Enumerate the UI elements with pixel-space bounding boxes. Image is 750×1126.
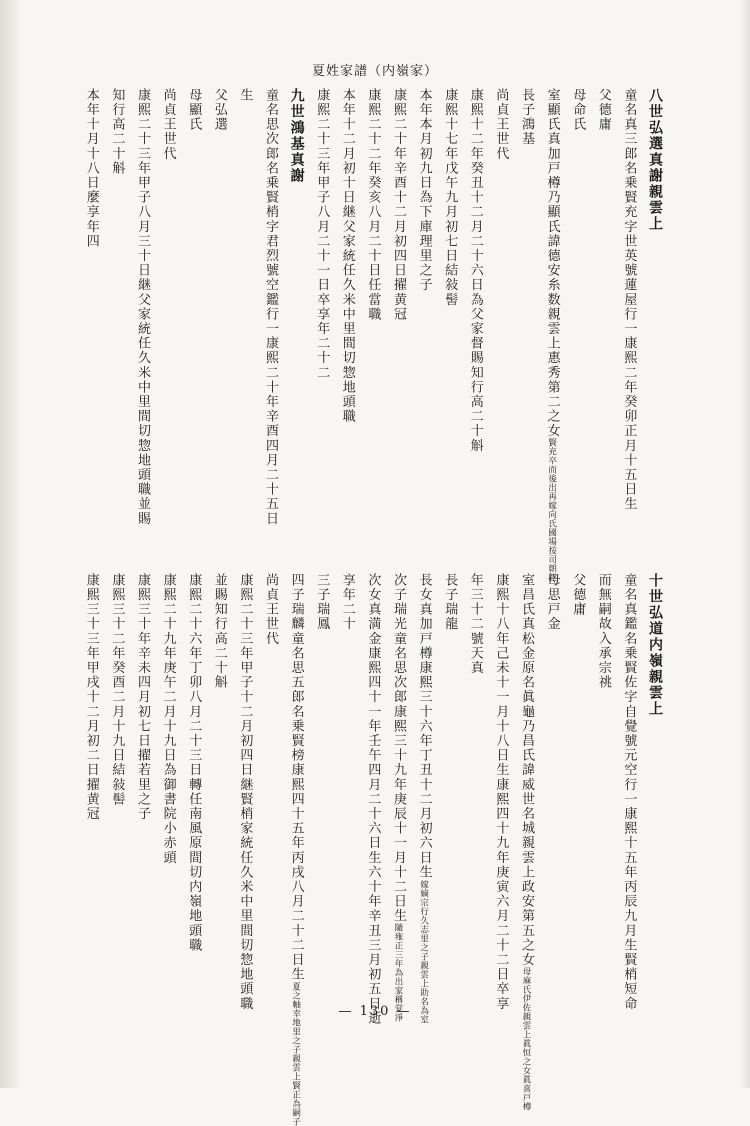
- genealogy-column: [213, 88, 226, 132]
- column-text: 本年本月初九日為下庫理里之子: [416, 88, 432, 293]
- column-text: 而無嗣故入承宗祧: [595, 573, 611, 690]
- genealogy-column: [85, 573, 98, 821]
- column-text: 並賜知行高二十斛: [211, 573, 227, 690]
- genealogy-column: [162, 573, 175, 865]
- column-text: 室昌氏真松金原名眞龜乃昌氏諱威世名城親雲上政安第五之女: [519, 573, 534, 968]
- genealogy-column: [290, 573, 303, 1126]
- column-text: 康熙二十六年丁卯八月二十三日轉任南風原間切内嶺地頭職: [186, 573, 202, 953]
- annotation-note: 夏之軸幸地里之子親雲上賢正為嗣子: [290, 981, 301, 1126]
- column-text: 次子瑞光童名思次郎康熙三十九年庚辰十一月十二日生: [391, 573, 406, 924]
- column-text: 次女真満金康熙四十一年壬午四月二十六日生六十年辛丑三月初五日逝: [365, 573, 381, 1026]
- column-text: 康熙二十年辛酉十二月初四日擢黄冠: [391, 88, 406, 322]
- column-text: 九世鴻基真謝: [288, 88, 305, 184]
- column-text: 康熙三十二年癸酉二月十九日結敍髻: [109, 573, 125, 807]
- genealogy-column: [597, 88, 610, 132]
- genealogy-column: [392, 88, 405, 322]
- genealogy-column: [85, 88, 98, 249]
- genealogy-column: [366, 88, 379, 322]
- column-text: 康熙三十三年甲戌十二月初二日擢黄冠: [83, 573, 99, 822]
- genealogy-column: [520, 573, 533, 1111]
- genealogy-column: [213, 573, 226, 690]
- column-text: 父德庸: [570, 573, 586, 617]
- column-text: 十世弘道内嶺親雲上: [647, 573, 663, 717]
- column-text: 三子瑞鳳: [314, 573, 330, 632]
- genealogy-column: [136, 573, 149, 821]
- genealogy-column: [315, 88, 328, 380]
- column-text: 年三十二號天真: [467, 573, 483, 676]
- genealogy-column: [418, 573, 431, 1024]
- genealogy-column: [110, 88, 123, 176]
- column-text: 長女真加戸樽康熙三十六年丁丑十二月初六日生: [416, 573, 432, 880]
- genealogy-column: [469, 88, 482, 453]
- column-text: 母思戸金: [544, 573, 560, 632]
- column-text: 康熙二十三年甲子十二月初四日継賢梢家統任久米中里間切惣地頭職: [237, 573, 253, 1011]
- genealogy-column: [418, 88, 431, 292]
- column-text: 父德庸: [595, 88, 611, 132]
- running-head: 夏姓家譜（内嶺家）: [311, 64, 438, 79]
- column-text: 康熙二十三年甲子八月三十日継父家統任久米中里間切惣地頭職並賜: [135, 88, 150, 526]
- genealogy-column: [315, 573, 328, 631]
- column-text: 母顯氏: [186, 88, 202, 132]
- column-text: 康熙十七年戊午九月初七日結敍髻: [442, 88, 458, 307]
- genealogy-column: [238, 573, 251, 1011]
- column-text: 本年十月十八日麼享年四: [83, 88, 99, 249]
- generation-heading: [290, 88, 304, 184]
- genealogy-column: [622, 88, 635, 511]
- column-text: 母命氏: [570, 88, 586, 132]
- column-text: 四子瑞麟童名思五郎名乗賢榜康熙四十五年丙戌八月二十二日生: [288, 573, 304, 982]
- genealogy-column: [443, 573, 456, 631]
- column-text: 本年十二月初十日継父家統任久米中里間切惣地頭職: [339, 88, 355, 424]
- column-text: 尚貞王世代: [160, 88, 176, 161]
- genealogy-column: [494, 88, 507, 161]
- column-text: 康熙二十二年癸亥八月二十日任當職: [365, 88, 381, 322]
- genealogy-column: [546, 573, 559, 631]
- page-number: — 130 —: [338, 1004, 412, 1019]
- generation-heading: [648, 88, 662, 232]
- genealogy-column: [546, 88, 559, 582]
- column-text: 童名思次郎名乗賢梢字君烈號空鑑行一康熙二十年辛酉四月二十五日: [263, 88, 278, 526]
- genealogy-column: [187, 88, 200, 132]
- genealogy-column: [443, 88, 456, 307]
- column-text: 尚貞王世代: [493, 88, 509, 161]
- genealogy-column: [238, 88, 251, 103]
- genealogy-column: [571, 88, 584, 132]
- column-text: 生: [237, 88, 253, 103]
- genealogy-column: [136, 88, 149, 526]
- annotation-note: 嫁嫡宗行久志里之子親雲上助名為室: [418, 879, 429, 1024]
- column-text: 康熙二十九年庚午二月十九日為御書院小赤頭: [160, 573, 176, 865]
- column-text: 長子鴻基: [519, 88, 534, 147]
- genealogy-column: [341, 88, 354, 424]
- column-text: 知行高二十斛: [109, 88, 125, 176]
- column-text: 長子瑞龍: [442, 573, 458, 632]
- annotation-note: 賢充卒而後出再嫁向氏國場按司朝睦: [546, 438, 557, 583]
- column-text: 童名真三郎名乗賢充字世英號蓮屋行一康熙二年癸卯正月十五日生: [621, 88, 637, 512]
- genealogy-column: [264, 88, 277, 526]
- annotation-note: 隨雍正三年為出家稱覚淨: [393, 923, 403, 1023]
- column-text: 八世弘選真謝親雲上: [647, 88, 663, 232]
- genealogy-column: [341, 573, 354, 631]
- genealogy-column: [110, 573, 123, 807]
- column-text: 享年二十: [339, 573, 355, 632]
- genealogy-column: [187, 573, 200, 953]
- genealogy-column: [494, 573, 507, 1011]
- page-fold-shadow: [0, 0, 22, 1088]
- genealogy-column: [264, 573, 277, 646]
- genealogy-column: [366, 573, 379, 1026]
- genealogy-column: [469, 573, 482, 675]
- page-edge-shadow: [740, 0, 750, 1088]
- column-text: 康熙十八年己未十一月十八日生康熙四十九年庚寅六月二十二日卒享: [493, 573, 509, 1011]
- column-text: 尚貞王世代: [263, 573, 278, 646]
- genealogy-column: [392, 573, 405, 1022]
- annotation-note: 母麻氏伊佐親雲上眞恒之女眞喜戸樽: [521, 967, 531, 1112]
- genealogy-column: [597, 573, 610, 690]
- column-text: 室顯氏真加戸樽乃顯氏諱德安糸数親雲上惠秀第二之女: [544, 88, 560, 439]
- column-text: 康熙十二年癸丑十二月二十六日為父家督賜知行高二十斛: [467, 88, 483, 453]
- column-text: 康熙三十年辛未四月初七日擢若里之子: [135, 573, 150, 822]
- column-text: 童名真鑑名乗賢佐字自覺號元空行一康熙十五年丙辰九月生賢梢短命: [621, 573, 637, 1011]
- generation-heading: [648, 573, 662, 717]
- genealogy-column: [520, 88, 533, 146]
- column-text: 父弘選: [211, 88, 227, 132]
- genealogy-column: [571, 573, 584, 617]
- genealogy-column: [162, 88, 175, 161]
- column-text: 康熙二十三年甲子八月二十一日卒享年二十二: [314, 88, 330, 380]
- genealogy-column: [622, 573, 635, 1011]
